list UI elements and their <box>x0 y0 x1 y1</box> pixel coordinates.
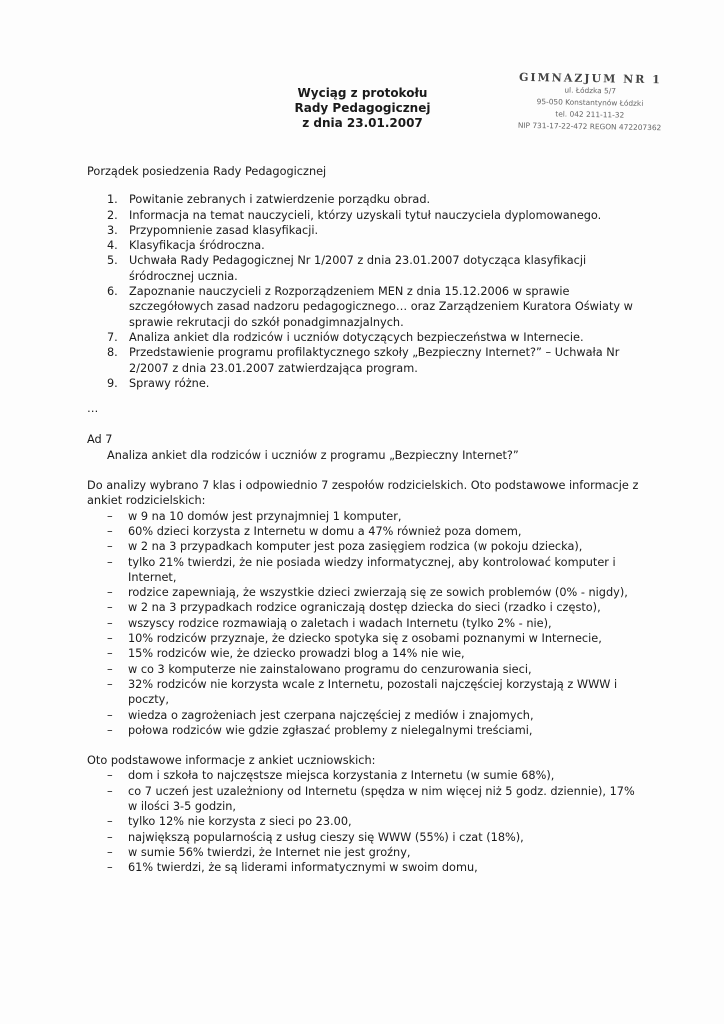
agenda-item: 9. Sprawy różne. <box>107 376 210 390</box>
agenda-heading: Porządek posiedzenia Rady Pedagogicznej <box>87 165 327 178</box>
list-item: – 10% rodziców przyznaje, że dziecko spotyka się z osobami poznanymi w Internecie, <box>107 632 602 646</box>
agenda-item: 7. Analiza ankiet dla rodziców i uczniów dotyczących bezpieczeństwa w Internecie. <box>107 330 584 344</box>
list-item: – w 2 na 3 przypadkach komputer jest poza zasięgiem rodzica (w pokoju dziecka), <box>107 540 583 554</box>
list-item: – tylko 12% nie korzysta z sieci po 23.00, <box>107 815 352 829</box>
list-item: – połowa rodziców wie gdzie zgłaszać problemy z nielegalnymi treściami, <box>107 723 533 737</box>
list-item: – tylko 21% twierdzi, że nie posiada wiedzy informatycznej, aby kontrolować komputer i Internet, <box>107 555 616 584</box>
students-intro: Oto podstawowe informacje z ankiet uczniowskich: <box>87 754 376 768</box>
list-item: – 15% rodziców wie, że dziecko prowadzi blog a 14% nie wie, <box>107 647 465 661</box>
document-title <box>270 86 455 131</box>
list-item: – w co 3 komputerze nie zainstalowano programu do cenzurowania sieci, <box>107 662 532 676</box>
stamp-school-name: GIMNAZJUM NR 1 <box>518 70 662 87</box>
ad7-heading: Ad 7 <box>87 433 113 447</box>
agenda-list <box>87 192 647 391</box>
agenda-item: 6. Zapoznanie nauczycieli z Rozporządzeniem MEN z dnia 15.12.2006 w sprawie szczegółowych zasad nadzoru pedagogicznego… oraz Zarządzeniem Kuratora Oświaty w sprawie rekrutacji do szkół ponadgimnazjalnych. <box>107 285 633 329</box>
list-item: – 32% rodziców nie korzysta wcale z Internetu, pozostali najczęściej korzystają z WWW i poczty, <box>107 677 618 707</box>
agenda-item: 2. Informacja na temat nauczycieli, którzy uzyskali tytuł nauczyciela dyplomowanego. <box>107 208 602 222</box>
stamp-address: ul. Łódzka 5/7 <box>564 85 617 96</box>
agenda-item: 5. Uchwała Rady Pedagogicznej Nr 1/2007 z dnia 23.01.2007 dotycząca klasyfikacji śródrocznej ucznia. <box>107 254 587 283</box>
title-line-3: z dnia 23.01.2007 <box>302 116 423 130</box>
list-item: – rodzice zapewniają, że wszystkie dzieci zwierzają się ze sowich problemów (0% - nigdy), <box>107 586 628 600</box>
stamp-nip-regon: NIP 731-17-22-472 REGON 472207362 <box>517 120 662 133</box>
list-item: – wszyscy rodzice rozmawiają o zaletach i wadach Internetu (tylko 2% - nie), <box>107 616 552 630</box>
stamp-phone: tel. 042 211-11-32 <box>555 109 625 120</box>
ad7-subheading: Analiza ankiet dla rodziców i uczniów z programu „Bezpieczny Internet?” <box>107 448 519 462</box>
stamp-city: 95-050 Konstantynów Łódzki <box>536 97 644 108</box>
list-item: – największą popularnością z usług cieszy się WWW (55%) i czat (18%), <box>107 830 524 844</box>
school-stamp <box>499 70 680 134</box>
agenda-item: 4. Klasyfikacja śródroczna. <box>107 239 265 253</box>
list-item: – 61% twierdzi, że są liderami informatycznymi w swoim domu, <box>107 861 478 875</box>
list-item: – co 7 uczeń jest uzależniony od Internetu (spędza w nim więcej niż 5 godz. dziennie), 17% w ilości 3-5 godzin, <box>107 784 635 813</box>
list-item: – w sumie 56% twierdzi, że Internet nie jest groźny, <box>107 845 411 859</box>
list-item: – w 2 na 3 przypadkach rodzice ograniczają dostęp dziecka do sieci (rzadko i często), <box>107 601 601 615</box>
agenda-item: 3. Przypomnienie zasad klasyfikacji. <box>107 223 319 237</box>
list-item: – w 9 na 10 domów jest przynajmniej 1 komputer, <box>107 509 402 523</box>
ellipsis: … <box>87 402 99 416</box>
students-findings-list <box>87 768 647 875</box>
list-item: – dom i szkoła to najczęstsze miejsca korzystania z Internetu (w sumie 68%), <box>107 769 555 783</box>
title-line-1: Wyciąg z protokołu <box>297 86 428 100</box>
agenda-item: 8. Przedstawienie programu profilaktycznego szkoły „Bezpieczny Internet?” – Uchwała Nr 2/2007 z dnia 23.01.2007 zatwierdzająca program. <box>107 346 620 375</box>
document-body <box>87 164 647 875</box>
list-item: – 60% dzieci korzysta z Internetu w domu a 47% również poza domem, <box>107 524 522 538</box>
parents-findings-list <box>87 509 647 738</box>
title-line-2: Rady Pedagogicznej <box>294 101 431 115</box>
agenda-item: 1. Powitanie zebranych i zatwierdzenie porządku obrad. <box>107 193 431 207</box>
list-item: – wiedza o zagrożeniach jest czerpana najczęściej z mediów i znajomych, <box>107 708 534 722</box>
parents-intro: Do analizy wybrano 7 klas i odpowiednio 7 zespołów rodzicielskich. Oto podstawowe informacje z ankiet rodzicielskich: <box>87 479 639 508</box>
